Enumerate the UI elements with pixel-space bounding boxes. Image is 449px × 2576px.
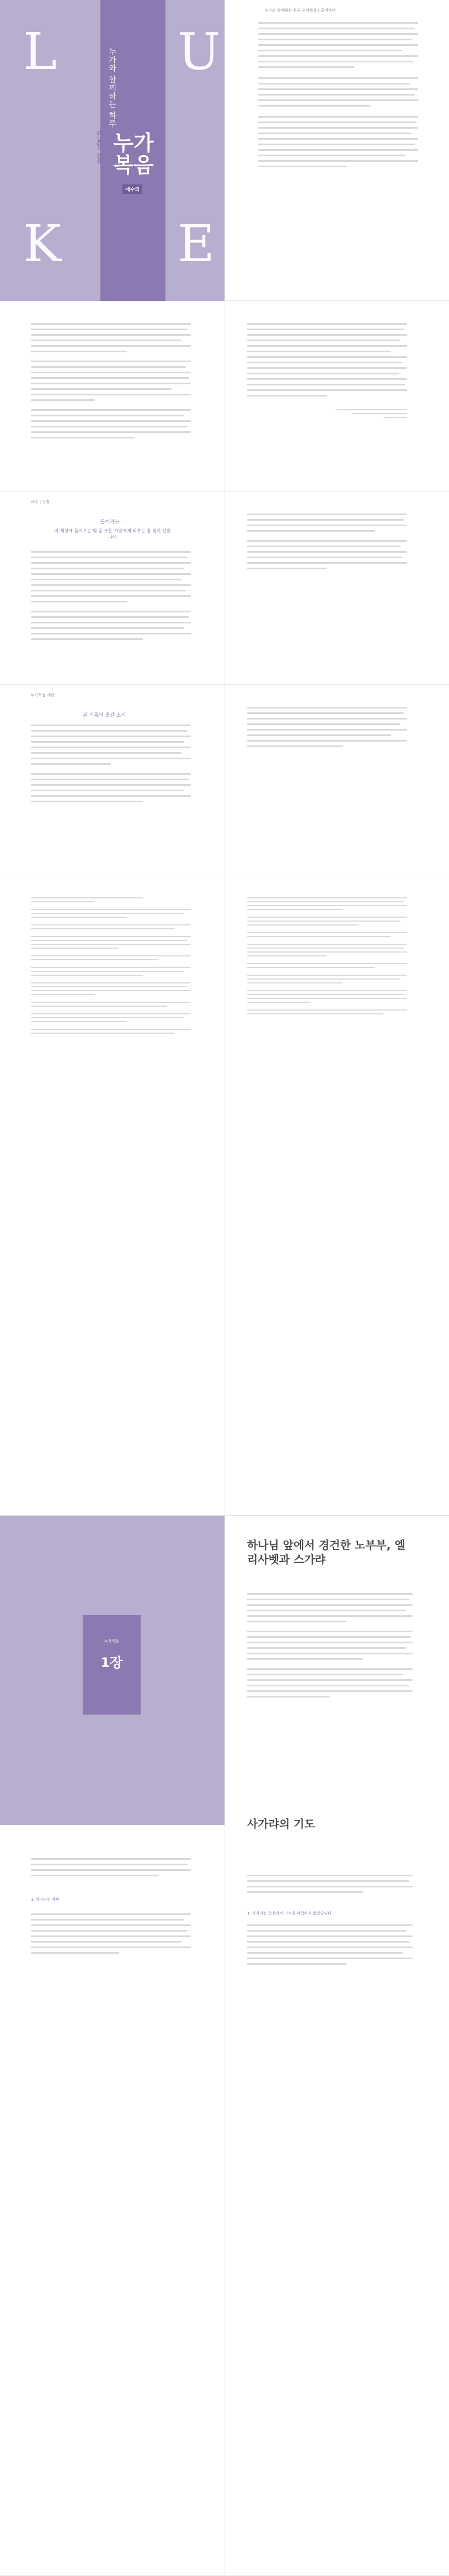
- page-left: [0, 685, 225, 875]
- cover-panel: [0, 0, 225, 301]
- pull-quote: 이 세상에 들어오는 빛 곧 모든 사람에게 비추는 참 빛이 있었나니: [54, 528, 171, 539]
- body-text: [31, 1913, 191, 1958]
- body-text: [247, 1924, 413, 1969]
- spread-cover: [0, 0, 449, 301]
- page-right: [225, 301, 449, 491]
- section-subtitle: 들어가는: [100, 520, 120, 525]
- spread-2: [0, 301, 449, 491]
- body-text: [247, 514, 407, 573]
- notes-list: [31, 897, 191, 1040]
- page-right: [225, 1516, 449, 2575]
- chapter-heading: 하나님 앞에서 경건한 노부부, 엘리사벳과 스가랴: [247, 1538, 405, 1566]
- page-right: [225, 491, 449, 684]
- body-text: [31, 323, 191, 442]
- cover-title: [109, 133, 158, 177]
- cover-letter-l: L: [23, 22, 57, 81]
- cover-title-line1: 누가: [113, 131, 154, 155]
- running-head: 하루 | 성경: [31, 500, 50, 504]
- chapter-label: 1장: [100, 1655, 123, 1670]
- spread-3: [0, 491, 449, 685]
- running-head: 누가와 함께하는 하루 누가복음 | 들어가며: [265, 8, 336, 13]
- section-heading-2: 1. 사가랴는 현장에서 기적을 체험하지 않았습니다: [247, 1911, 332, 1916]
- publisher-logo: 예수의: [122, 184, 142, 194]
- cover-series-title: 누가와 함께하는 하루: [108, 47, 116, 128]
- section-subtitle: 본 기록의 출간 소식: [83, 713, 126, 718]
- chapter-small: 누가복음: [104, 1639, 120, 1643]
- body-text: [258, 22, 418, 171]
- cover-letter-e: E: [178, 214, 215, 273]
- page-left: [0, 491, 225, 684]
- body-text: [31, 724, 191, 806]
- spread-5: [0, 875, 449, 1516]
- running-head: 누가복음 개관: [31, 693, 55, 697]
- section-heading-1: 1. 하나님의 예비: [31, 1897, 60, 1902]
- body-text: [31, 1858, 191, 1880]
- cover-letter-u: U: [178, 22, 221, 81]
- chapter-card: [83, 1615, 141, 1715]
- intro-page: [225, 0, 449, 301]
- page-left: [0, 875, 225, 1515]
- body-text: [31, 551, 191, 644]
- cover-title-line2: 복음: [113, 152, 154, 177]
- spread-6: [0, 1516, 449, 2576]
- cover-author: 편 김민수 편집: [95, 130, 101, 163]
- page-right: [225, 685, 449, 875]
- body-text: [247, 1593, 413, 1701]
- page-left: [0, 301, 225, 491]
- notes-list: [247, 897, 407, 1021]
- section-heading: 사가랴의 기도: [247, 1817, 315, 1831]
- body-text: [247, 707, 407, 751]
- spread-4: [0, 685, 449, 875]
- cover-letter-k: K: [23, 214, 61, 273]
- body-text: [247, 1875, 413, 1897]
- body-text: [247, 323, 407, 421]
- page-right: [225, 875, 449, 1515]
